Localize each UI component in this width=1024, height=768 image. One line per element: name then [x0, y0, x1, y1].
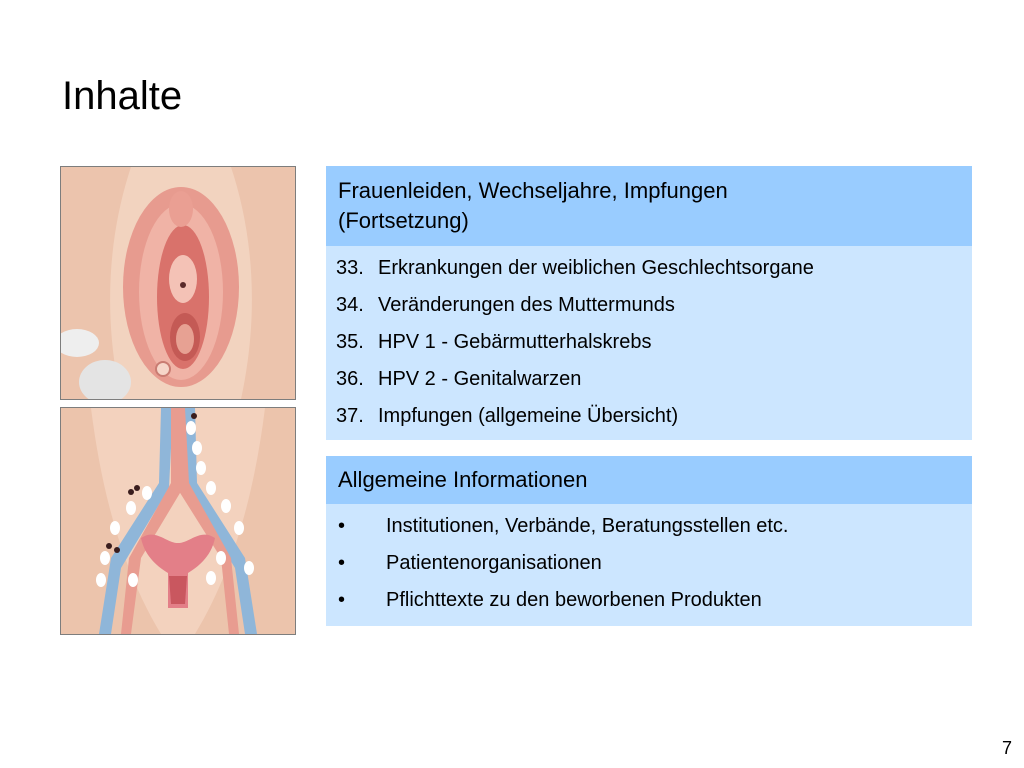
item-number: 37.	[336, 405, 364, 427]
vulva-anatomy-illustration	[60, 166, 296, 400]
item-number: 34.	[336, 294, 364, 316]
list-item	[326, 287, 972, 324]
list-item	[326, 545, 972, 582]
bullet-icon: •	[338, 515, 346, 537]
panel-frauenleiden	[326, 166, 972, 440]
list-item	[326, 508, 972, 545]
panel-heading-line1: Frauenleiden, Wechseljahre, Impfungen	[338, 178, 728, 203]
item-number: 35.	[336, 331, 364, 353]
pelvic-lymph-anatomy-icon	[61, 408, 295, 634]
bullet-icon: •	[338, 589, 346, 611]
item-number: 33.	[336, 257, 364, 279]
item-text: Patientenorganisationen	[386, 552, 602, 574]
vulva-anatomy-icon	[61, 167, 295, 399]
list-item	[326, 361, 972, 398]
list-item	[326, 582, 972, 619]
bullet-icon: •	[338, 552, 346, 574]
item-text: HPV 1 - Gebärmutterhalskrebs	[378, 331, 652, 353]
panel-heading-line2: (Fortsetzung)	[338, 208, 469, 233]
list-item	[326, 398, 972, 435]
panel-allgemeine-informationen	[326, 456, 972, 626]
panel-body	[326, 246, 972, 440]
page-number: 7	[1001, 738, 1012, 758]
item-number: 36.	[336, 368, 364, 390]
list-item	[326, 324, 972, 361]
item-text: Institutionen, Verbände, Beratungsstellen etc.	[386, 515, 789, 537]
item-text: Erkrankungen der weiblichen Geschlechtsorgane	[378, 257, 814, 279]
panel-heading	[326, 166, 972, 246]
item-text: Veränderungen des Muttermunds	[378, 294, 675, 316]
panel-body	[326, 504, 972, 626]
panel-heading: Allgemeine Informationen	[326, 456, 972, 504]
pelvic-lymph-anatomy-illustration	[60, 407, 296, 635]
item-text: Impfungen (allgemeine Übersicht)	[378, 405, 679, 427]
slide-title: Inhalte	[62, 74, 183, 118]
list-item	[326, 250, 972, 287]
item-text: HPV 2 - Genitalwarzen	[378, 368, 582, 390]
item-text: Pflichttexte zu den beworbenen Produkten	[386, 589, 762, 611]
